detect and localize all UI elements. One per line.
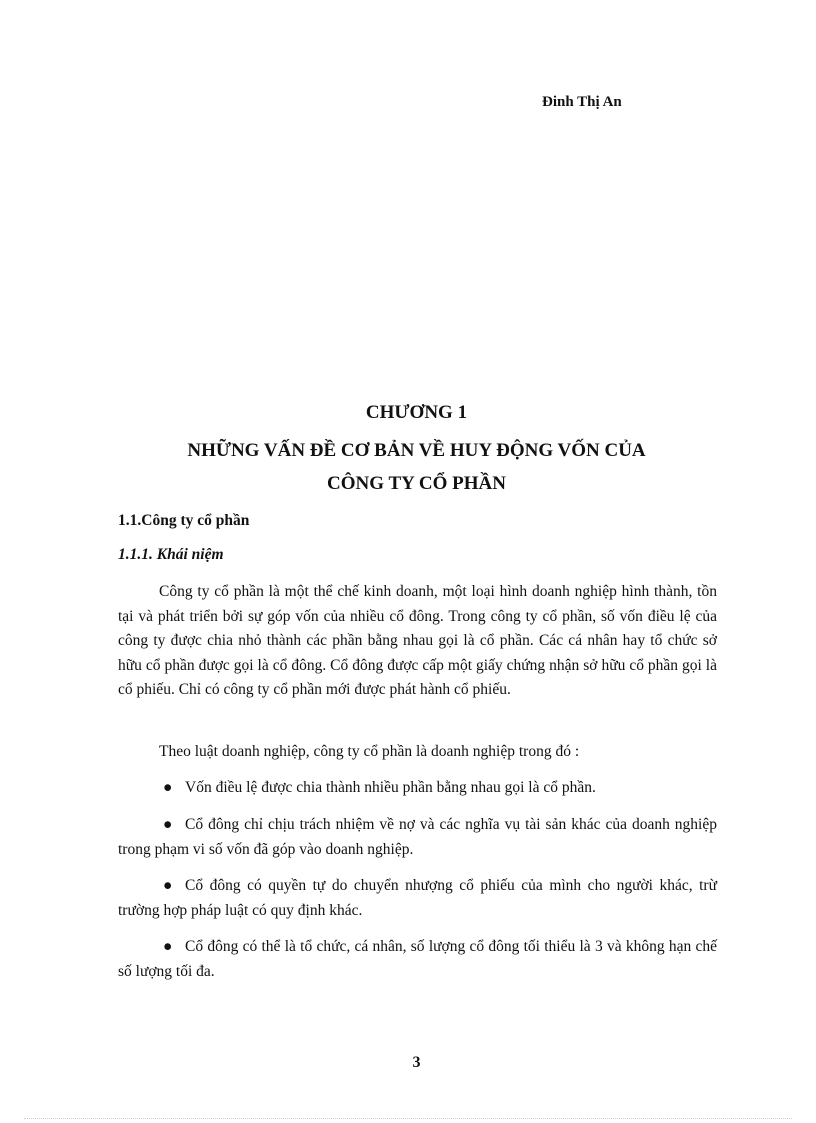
page-number: 3 <box>412 1054 421 1071</box>
bullet-text: Cổ đông chỉ chịu trách nhiệm về nợ và các nghĩa vụ tài sản khác của doanh nghiệp trong phạm vi số vốn đã góp vào doanh nghiệp. <box>118 816 717 858</box>
subsection-heading: 1.1.1. Khái niệm <box>118 546 224 563</box>
section-heading: 1.1.Công ty cổ phần <box>118 512 250 529</box>
page-bottom-divider <box>24 1118 792 1119</box>
bullet-icon: ● <box>163 877 173 894</box>
bullet-item <box>118 813 717 862</box>
bullet-icon: ● <box>163 938 173 955</box>
bullet-icon: ● <box>163 816 173 833</box>
bullet-item <box>118 874 717 923</box>
paragraph-definition: Công ty cổ phần là một thể chế kinh doanh, một loại hình doanh nghiệp hình thành, tồn tại và phát triển bởi sự góp vốn của nhiều cổ đông. Trong công ty cổ phần, số vốn điều lệ của công ty được chia nhỏ thành các phần bằng nhau gọi là cổ phần. Các cá nhân hay tổ chức sở hữu cổ phần được gọi là cổ đông. Cổ đông được cấp một giấy chứng nhận sở hữu cổ phần gọi là cổ phiếu. Chỉ có công ty cổ phần mới được phát hành cổ phiếu. <box>118 583 717 698</box>
bullet-icon: ● <box>163 779 173 796</box>
author-name: Đinh Thị An <box>542 94 622 110</box>
bullet-item <box>118 776 717 801</box>
chapter-title-line-1: NHỮNG VẤN ĐỀ CƠ BẢN VỀ HUY ĐỘNG VỐN CỦA <box>187 440 646 461</box>
chapter-label: CHƯƠNG 1 <box>365 402 468 423</box>
bullet-text: Cổ đông có thể là tổ chức, cá nhân, số lượng cổ đông tối thiểu là 3 và không hạn chế số lượng tối đa. <box>118 938 717 980</box>
bullet-item <box>118 935 717 984</box>
bullet-text: Vốn điều lệ được chia thành nhiều phần bằng nhau gọi là cổ phần. <box>185 779 596 796</box>
paragraph-law-intro: Theo luật doanh nghiệp, công ty cổ phần là doanh nghiệp trong đó : <box>159 743 580 760</box>
bullet-text: Cổ đông có quyền tự do chuyển nhượng cổ phiếu của mình cho người khác, trừ trường hợp pháp luật có quy định khác. <box>118 877 717 919</box>
chapter-title-line-2: CÔNG TY CỔ PHẦN <box>327 473 506 494</box>
